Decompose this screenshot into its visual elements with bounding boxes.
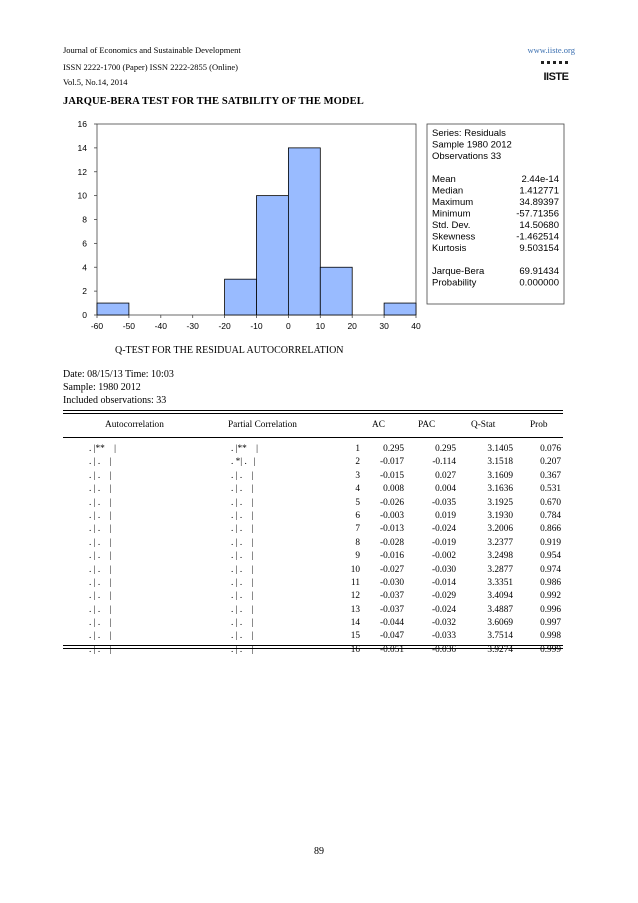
- stats-header-line: Sample 1980 2012: [432, 139, 512, 151]
- pac-cell: -0.030: [431, 564, 456, 575]
- histogram-bar: [288, 148, 320, 315]
- autocorrelation-bar: . | . |: [89, 591, 112, 602]
- autocorrelation-bar: . | . |: [89, 470, 112, 481]
- lag-cell: 1: [355, 444, 360, 454]
- pac-cell: -0.002: [431, 551, 456, 562]
- qstat-cell: 3.9274: [487, 644, 513, 655]
- table-row: [63, 471, 563, 484]
- x-tick-label: -50: [122, 321, 136, 331]
- col-prob: Prob: [530, 420, 548, 430]
- x-tick-label: 40: [411, 321, 421, 331]
- issn-line: ISSN 2222-1700 (Paper) ISSN 2222-2855 (Online): [63, 62, 238, 72]
- qtest-title: Q-TEST FOR THE RESIDUAL AUTOCORRELATION: [115, 345, 344, 356]
- histogram-chart: [63, 112, 573, 340]
- stat-label: Median: [432, 185, 464, 197]
- test-label: Probability: [432, 277, 477, 289]
- ac-cell: -0.030: [379, 577, 404, 588]
- autocorrelation-bar: . | . |: [89, 551, 112, 562]
- page-number: 89: [314, 846, 324, 857]
- autocorrelation-bar: . | . |: [89, 484, 112, 495]
- qstat-cell: 3.2498: [487, 551, 513, 562]
- partial-correlation-bar: . | . |: [231, 604, 254, 615]
- table-row: [63, 618, 563, 631]
- stat-label: Kurtosis: [432, 243, 467, 254]
- table-body: [63, 444, 563, 658]
- journal-name: Journal of Economics and Sustainable Development: [63, 45, 241, 55]
- x-tick-label: 20: [347, 321, 357, 331]
- qstat-cell: 3.4887: [487, 604, 513, 615]
- autocorrelation-bar: . | . |: [89, 644, 112, 655]
- pac-cell: -0.014: [431, 577, 456, 588]
- lag-cell: 5: [355, 497, 360, 508]
- pac-cell: -0.035: [431, 497, 456, 508]
- pac-cell: -0.032: [431, 618, 456, 629]
- table-row: [63, 484, 563, 497]
- prob-cell: 0.866: [540, 524, 561, 535]
- prob-cell: 0.954: [540, 551, 561, 562]
- table-row: [63, 551, 563, 564]
- correlogram-table: [63, 418, 563, 658]
- autocorrelation-bar: . | . |: [89, 618, 112, 629]
- y-tick-label: 12: [77, 166, 87, 177]
- qstat-cell: 3.4094: [487, 591, 513, 602]
- lag-cell: 16: [350, 644, 360, 655]
- prob-cell: 0.784: [540, 510, 561, 521]
- ac-cell: -0.044: [379, 618, 404, 629]
- lag-cell: 8: [355, 537, 360, 548]
- qstat-cell: 3.7514: [487, 631, 513, 642]
- table-row: [63, 578, 563, 591]
- header-rule: [63, 437, 563, 438]
- pac-cell: 0.295: [435, 444, 456, 454]
- stat-value: 9.503154: [519, 243, 559, 254]
- stat-value: 2.44e-14: [521, 174, 559, 185]
- partial-correlation-bar: . |** |: [231, 444, 258, 454]
- qstat-cell: 3.1636: [487, 484, 513, 495]
- prob-cell: 0.076: [540, 444, 561, 454]
- ac-cell: -0.037: [379, 604, 404, 615]
- volume-line: Vol.5, No.14, 2014: [63, 77, 128, 87]
- autocorrelation-bar: . | . |: [89, 497, 112, 508]
- y-tick-label: 4: [82, 262, 87, 273]
- col-qstat: Q-Stat: [471, 420, 496, 430]
- histogram-bar: [225, 279, 257, 315]
- partial-correlation-bar: . | . |: [231, 591, 254, 602]
- col-pac: PAC: [418, 420, 436, 430]
- partial-correlation-bar: . | . |: [231, 537, 254, 548]
- table-row: [63, 591, 563, 604]
- lag-cell: 11: [351, 577, 360, 588]
- prob-cell: 0.999: [540, 644, 561, 655]
- lag-cell: 2: [355, 457, 360, 468]
- sample-line: Sample: 1980 2012: [63, 382, 141, 393]
- ac-cell: -0.013: [379, 524, 404, 535]
- histogram-bar: [384, 303, 416, 315]
- test-value: 69.91434: [519, 266, 559, 277]
- partial-correlation-bar: . | . |: [231, 497, 254, 508]
- ac-cell: -0.047: [379, 631, 404, 642]
- ac-cell: -0.017: [379, 457, 404, 468]
- table-row: [63, 565, 563, 578]
- partial-correlation-bar: . *| . |: [231, 457, 256, 468]
- stat-label: Std. Dev.: [432, 220, 471, 231]
- autocorrelation-bar: . | . |: [89, 564, 112, 575]
- lag-cell: 9: [355, 551, 360, 562]
- lag-cell: 6: [355, 510, 360, 521]
- ac-cell: 0.008: [383, 484, 404, 495]
- prob-cell: 0.996: [540, 604, 561, 615]
- pac-cell: -0.033: [431, 631, 456, 642]
- pac-cell: 0.019: [435, 510, 456, 521]
- stat-label: Skewness: [432, 231, 476, 243]
- x-tick-label: 10: [315, 321, 326, 331]
- qstat-cell: 3.1518: [487, 457, 513, 468]
- x-tick-label: 30: [379, 321, 389, 331]
- site-link[interactable]: www.iiste.org: [527, 45, 575, 55]
- ac-cell: -0.003: [379, 510, 404, 521]
- histogram-bar: [97, 303, 129, 315]
- prob-cell: 0.670: [540, 497, 561, 508]
- stat-value: 1.412771: [519, 185, 559, 197]
- lag-cell: 14: [350, 618, 360, 629]
- test-value: 0.000000: [519, 277, 559, 289]
- ac-cell: -0.026: [379, 497, 404, 508]
- lag-cell: 3: [355, 470, 360, 481]
- obs-line: Included observations: 33: [63, 395, 167, 406]
- ac-cell: -0.028: [379, 537, 404, 548]
- table-row: [63, 605, 563, 618]
- qstat-cell: 3.1930: [487, 510, 513, 521]
- logo-text: IISTE: [543, 71, 569, 83]
- prob-cell: 0.207: [540, 457, 561, 468]
- autocorrelation-bar: . | . |: [89, 457, 112, 468]
- stats-header-line: Observations 33: [432, 151, 502, 162]
- y-tick-label: 2: [82, 286, 87, 297]
- x-tick-label: -60: [90, 321, 104, 331]
- table-row: [63, 524, 563, 537]
- stat-value: -1.462514: [516, 231, 559, 243]
- prob-cell: 0.998: [540, 631, 561, 642]
- histogram-bar: [257, 196, 289, 315]
- qstat-cell: 3.2877: [487, 564, 513, 575]
- y-tick-label: 6: [82, 238, 87, 249]
- table-row: [63, 631, 563, 644]
- stat-label: Maximum: [432, 197, 474, 208]
- prob-cell: 0.367: [540, 470, 561, 481]
- pac-cell: -0.036: [431, 644, 456, 655]
- y-tick-label: 10: [77, 190, 87, 201]
- prob-cell: 0.986: [540, 577, 561, 588]
- stat-label: Minimum: [432, 208, 471, 220]
- histogram-bar: [320, 267, 352, 315]
- lag-cell: 7: [355, 524, 360, 535]
- pac-cell: -0.114: [432, 457, 456, 468]
- ac-cell: -0.016: [379, 551, 404, 562]
- partial-correlation-bar: . | . |: [231, 510, 254, 521]
- lag-cell: 13: [350, 604, 360, 615]
- autocorrelation-bar: . | . |: [89, 524, 112, 535]
- ac-cell: -0.037: [379, 591, 404, 602]
- y-tick-label: 14: [77, 142, 87, 153]
- col-autocorrelation: Autocorrelation: [105, 420, 164, 430]
- autocorrelation-bar: . | . |: [89, 510, 112, 521]
- partial-correlation-bar: . | . |: [231, 484, 254, 495]
- partial-correlation-bar: . | . |: [231, 551, 254, 562]
- prob-cell: 0.992: [540, 591, 561, 602]
- autocorrelation-bar: . | . |: [89, 577, 112, 588]
- table-row: [63, 457, 563, 470]
- col-partial-correlation: Partial Correlation: [228, 420, 297, 430]
- table-row: [63, 511, 563, 524]
- prob-cell: 0.997: [540, 618, 561, 629]
- x-tick-label: -40: [154, 321, 167, 331]
- table-header: [63, 418, 563, 432]
- qstat-cell: 3.1609: [487, 470, 513, 481]
- pac-cell: -0.019: [431, 537, 456, 548]
- stat-label: Mean: [432, 174, 456, 185]
- autocorrelation-bar: . | . |: [89, 537, 112, 548]
- pac-cell: 0.027: [435, 470, 456, 481]
- lag-cell: 4: [355, 484, 360, 495]
- lag-cell: 12: [350, 591, 360, 602]
- ac-cell: -0.027: [379, 564, 404, 575]
- table-row: [63, 538, 563, 551]
- x-tick-label: 0: [286, 321, 291, 331]
- pac-cell: -0.029: [431, 591, 456, 602]
- prob-cell: 0.919: [540, 537, 561, 548]
- partial-correlation-bar: . | . |: [231, 564, 254, 575]
- lag-cell: 10: [350, 564, 360, 575]
- qstat-cell: 3.2006: [487, 524, 513, 535]
- partial-correlation-bar: . | . |: [231, 577, 254, 588]
- y-tick-label: 8: [82, 214, 87, 225]
- ac-cell: 0.295: [383, 444, 404, 454]
- pac-cell: -0.024: [431, 604, 456, 615]
- autocorrelation-bar: . | . |: [89, 631, 112, 642]
- partial-correlation-bar: . | . |: [231, 524, 254, 535]
- partial-correlation-bar: . | . |: [231, 644, 254, 655]
- partial-correlation-bar: . | . |: [231, 618, 254, 629]
- y-tick-label: 0: [82, 310, 87, 320]
- ac-cell: -0.051: [379, 644, 404, 655]
- qstat-cell: 3.1405: [487, 444, 513, 454]
- qstat-cell: 3.2377: [487, 537, 513, 548]
- stat-value: 34.89397: [519, 197, 559, 208]
- x-tick-label: -10: [250, 321, 263, 331]
- partial-correlation-bar: . | . |: [231, 631, 254, 642]
- table-bottom-rule: [63, 645, 563, 649]
- y-tick-label: 16: [77, 119, 87, 129]
- iiste-logo: [537, 58, 575, 84]
- autocorrelation-bar: . | . |: [89, 604, 112, 615]
- prob-cell: 0.974: [540, 564, 561, 575]
- col-ac: AC: [372, 420, 385, 430]
- x-tick-label: -20: [218, 321, 231, 331]
- autocorrelation-bar: . |** |: [89, 444, 116, 454]
- test-label: Jarque-Bera: [432, 266, 485, 277]
- pac-cell: -0.024: [431, 524, 456, 535]
- prob-cell: 0.531: [540, 484, 561, 495]
- pac-cell: 0.004: [435, 484, 456, 495]
- stat-value: 14.50680: [519, 220, 559, 231]
- qstat-cell: 3.1925: [487, 497, 513, 508]
- table-row: [63, 498, 563, 511]
- lag-cell: 15: [350, 631, 360, 642]
- table-top-rule: [63, 410, 563, 414]
- ac-cell: -0.015: [379, 470, 404, 481]
- x-tick-label: -30: [186, 321, 199, 331]
- qstat-cell: 3.6069: [487, 618, 513, 629]
- stat-value: -57.71356: [516, 208, 559, 220]
- date-line: Date: 08/15/13 Time: 10:03: [63, 369, 174, 380]
- qstat-cell: 3.3351: [487, 577, 513, 588]
- table-row: [63, 444, 563, 457]
- section-title: JARQUE-BERA TEST FOR THE SATBILITY OF THE MODEL: [63, 96, 364, 107]
- stats-header-line: Series: Residuals: [432, 128, 506, 139]
- partial-correlation-bar: . | . |: [231, 470, 254, 481]
